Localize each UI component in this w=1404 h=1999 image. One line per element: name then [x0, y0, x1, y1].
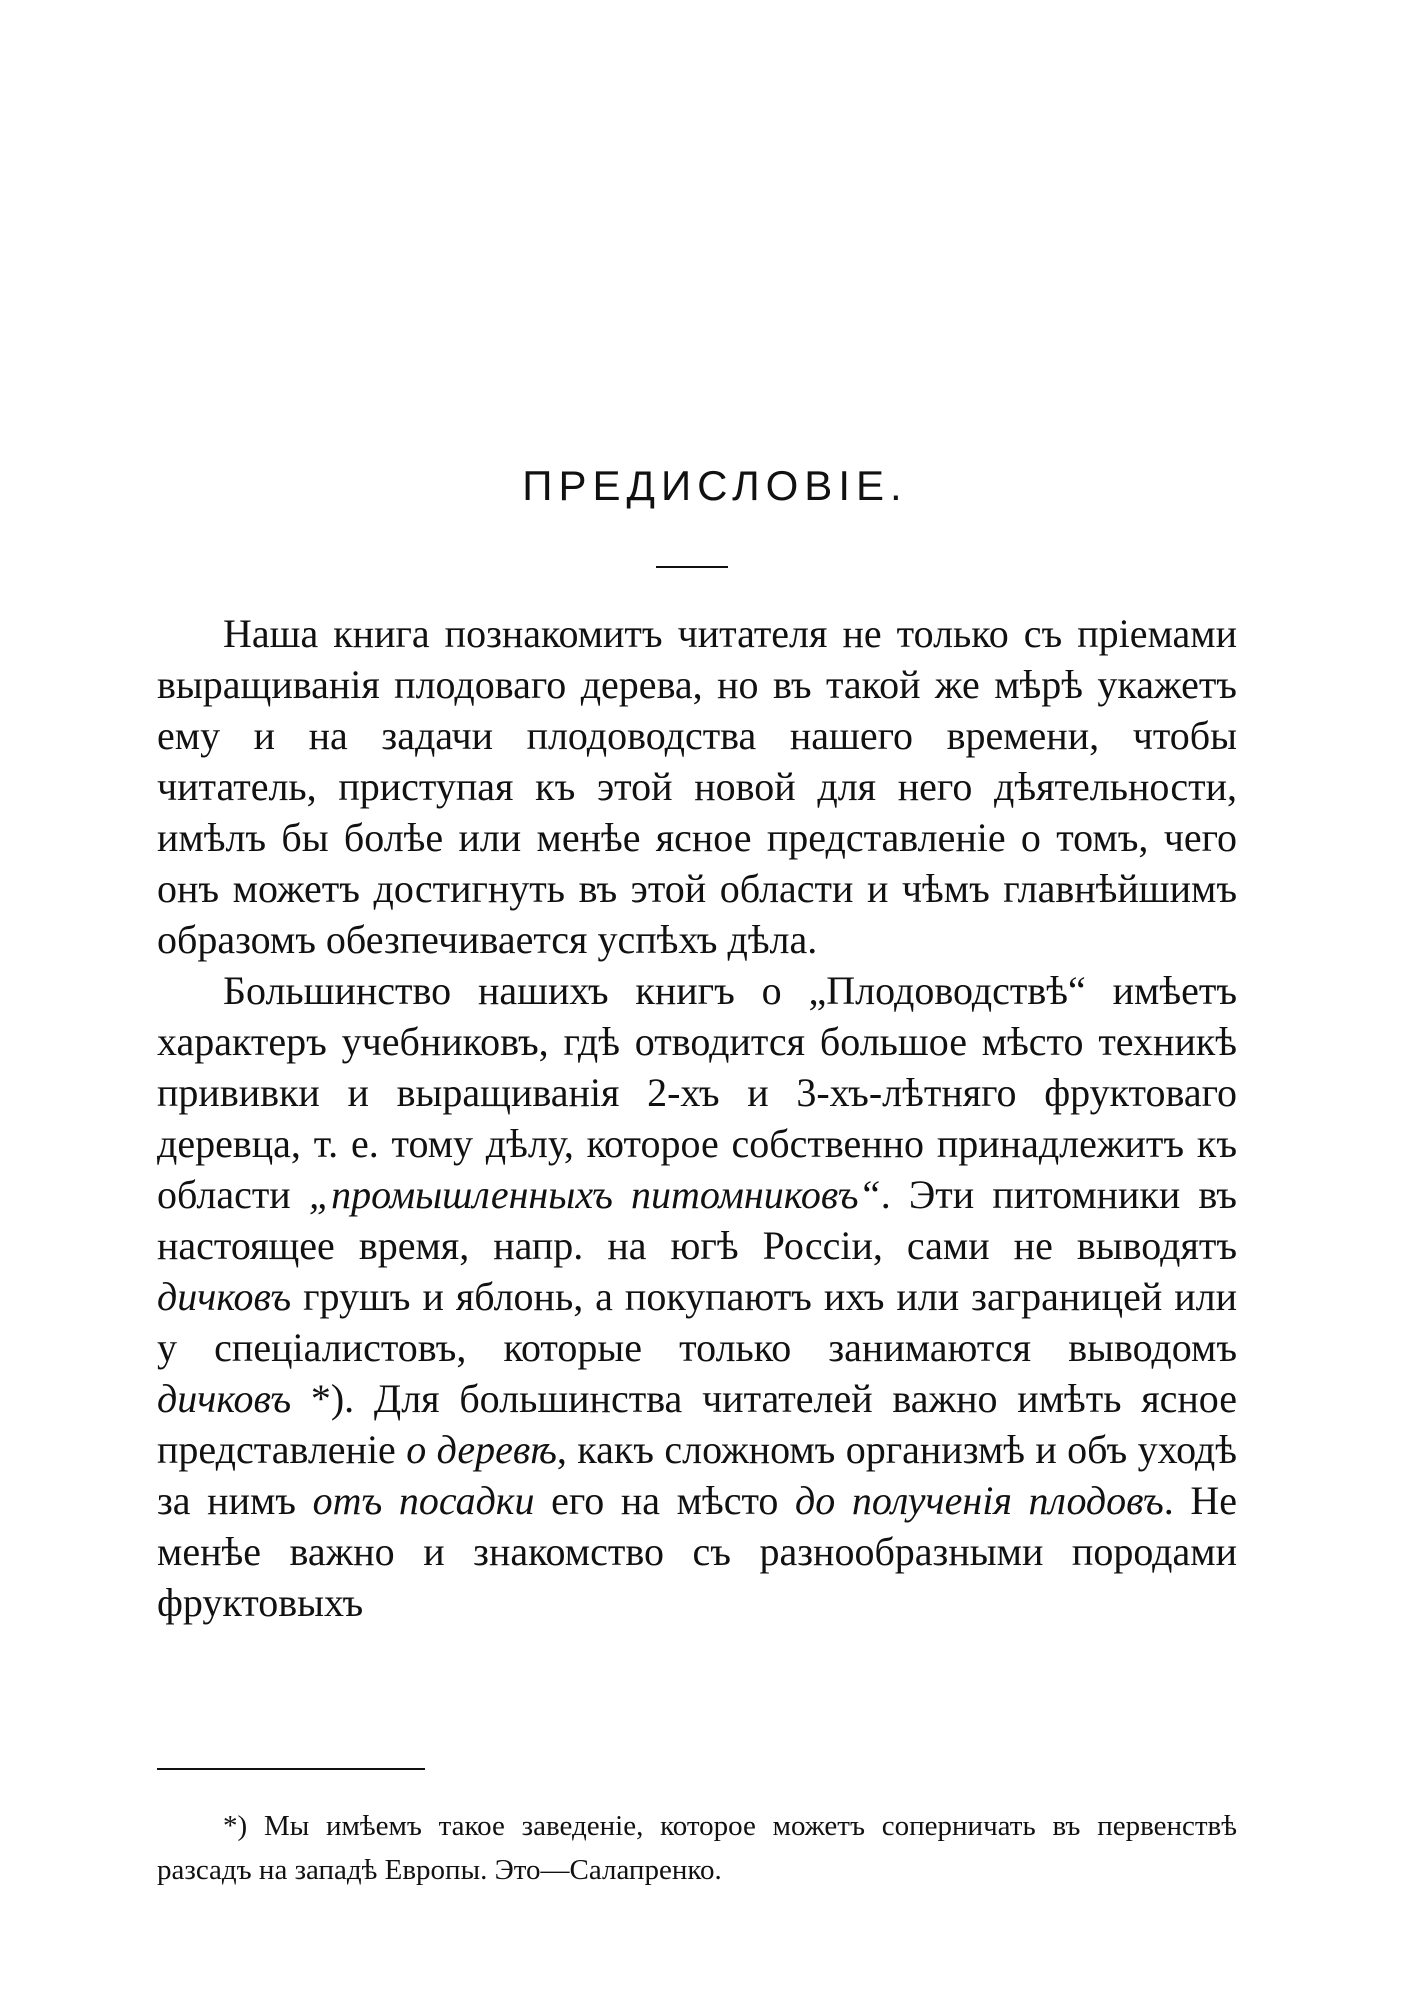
footnote: *) Мы имѣемъ такое заведеніе, которое можетъ соперничать въ первенствѣ разсадъ на западѣ Европы. Это—Салапренко.: [157, 1810, 1237, 1886]
italic-phrase: до полученія плодовъ: [795, 1478, 1164, 1523]
paragraph-2-text: грушъ и яблонь, а покупаютъ ихъ или заграницей или у спеціалистовъ, которые только занимаются выводомъ: [157, 1274, 1237, 1370]
page-title: ПРЕДИСЛОВІЕ.: [522, 462, 908, 509]
paragraph-2-text: его на мѣсто: [534, 1478, 796, 1523]
paragraph-1: Наша книга познакомитъ читателя не только съ пріемами выращиванія плодоваго дерева, но въ такой же мѣрѣ укажетъ ему и на задачи плодоводства нашего времени, чтобы читатель, приступая къ этой новой для него дѣятельности, имѣлъ бы болѣе или менѣе ясное представленіе о томъ, чего онъ можетъ достигнуть въ этой области и чѣмъ главнѣйшимъ образомъ обезпечивается успѣхъ дѣла.: [157, 611, 1237, 962]
paragraph-2-text: . Не менѣе важно и знакомство съ разнообразными породами фруктовыхъ: [157, 1478, 1238, 1625]
paragraph-2: [157, 965, 1237, 1628]
paragraph-2-text: , какъ сложномъ организмѣ и объ уходѣ за нимъ: [157, 1427, 1237, 1523]
title-divider: [656, 566, 728, 568]
paragraph-2-text: Большинство нашихъ книгъ о „Плодоводствѣ“ имѣетъ характеръ учебниковъ, гдѣ отводится большое мѣсто техникѣ прививки и выращиванія 2-хъ и 3-хъ-лѣтняго фруктоваго деревца, т. е. тому дѣлу, которое собственно принадлежитъ къ области: [157, 968, 1237, 1217]
footnote-divider: [157, 1768, 425, 1770]
italic-phrase: дичковъ: [157, 1274, 292, 1319]
italic-phrase: отъ посадки: [312, 1478, 535, 1523]
italic-phrase: о деревѣ: [406, 1427, 557, 1472]
preface-body: [157, 608, 1237, 1628]
italic-phrase: „промышленныхъ питомниковъ“: [308, 1172, 881, 1217]
italic-phrase: дичковъ: [157, 1376, 292, 1421]
paragraph-2-text: *). Для большинства читателей важно имѣть ясное представленіе: [157, 1376, 1237, 1472]
paragraph-2-text: . Эти питомники въ настоящее время, напр. на югѣ Россіи, сами не выводятъ: [157, 1172, 1237, 1268]
